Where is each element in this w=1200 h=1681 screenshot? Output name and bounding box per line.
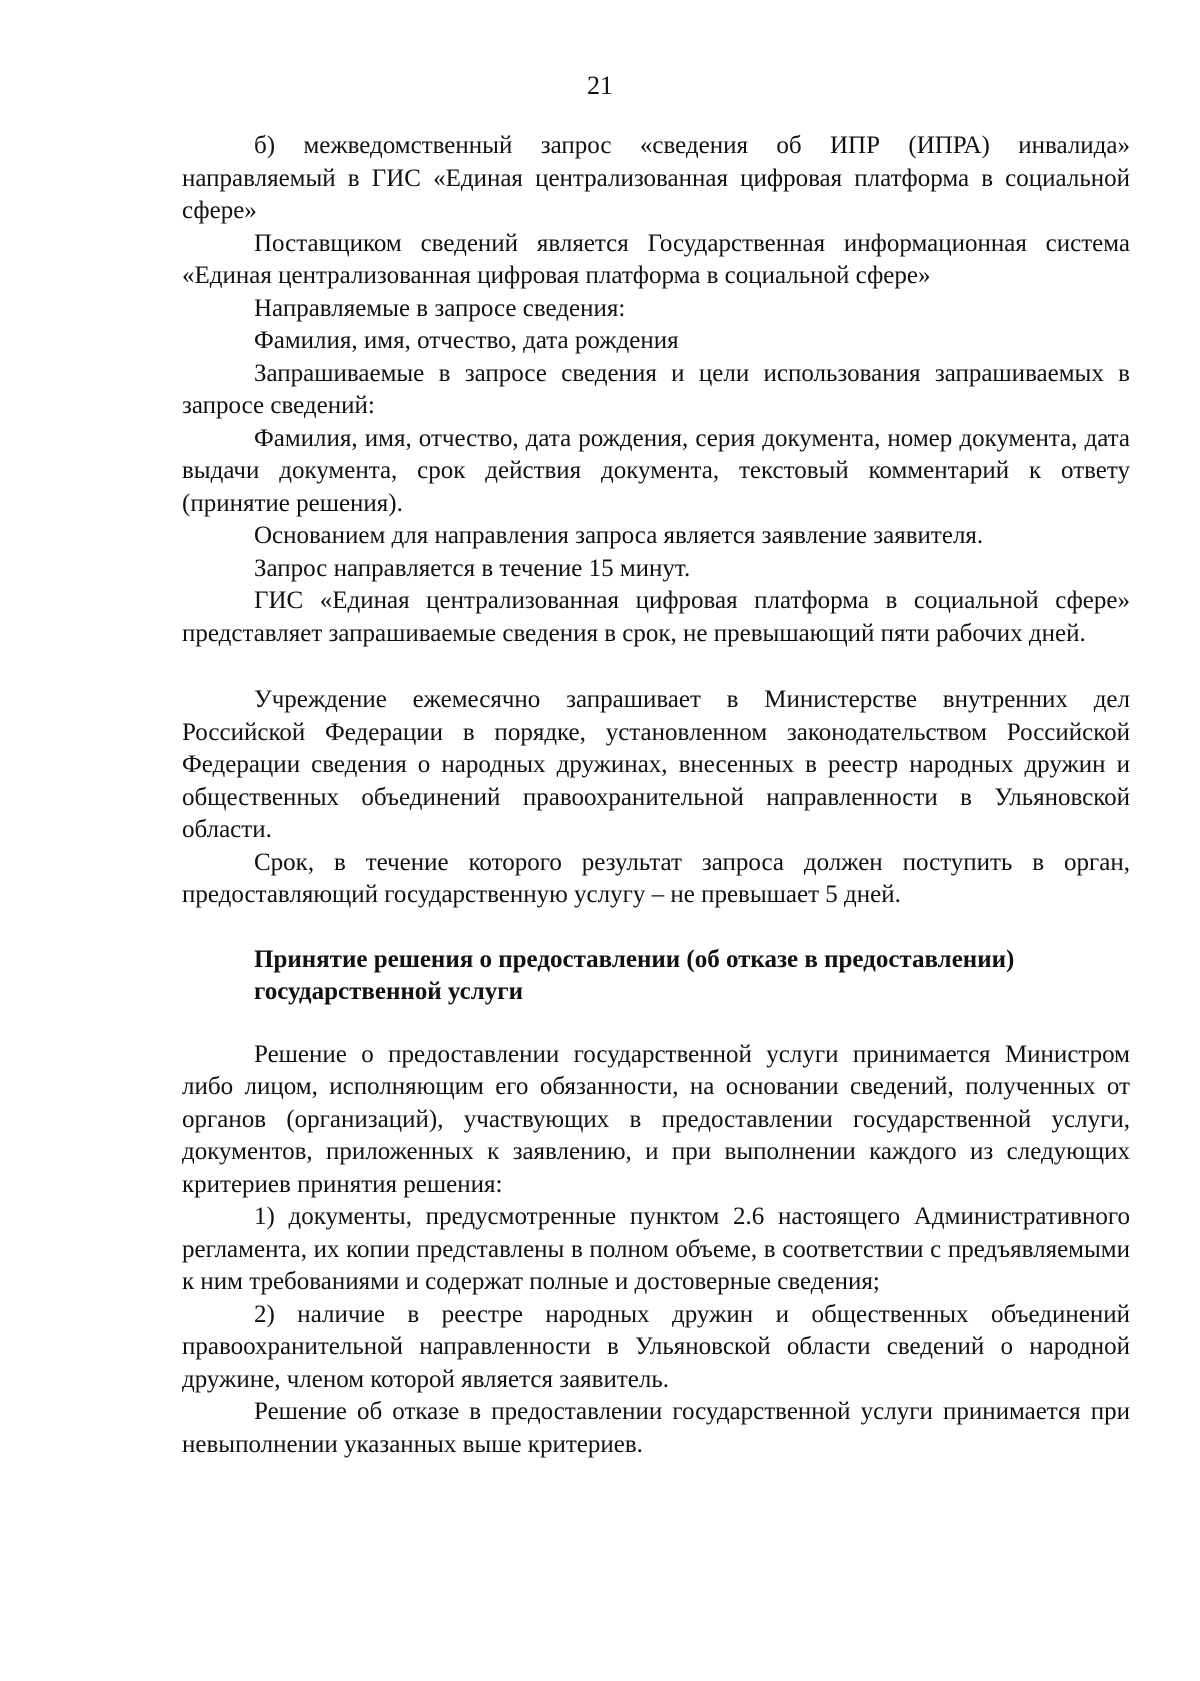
paragraph-response-time: ГИС «Единая централизованная цифровая платформа в социальной сфере» представляет запрашиваемые сведения в срок, не превышающий пяти рабочих дней. [182,587,1130,647]
paragraph-requested-data-label: Запрашиваемые в запросе сведения и цели использования запрашиваемых в запросе сведений: [182,359,1130,419]
paragraph-criterion-1: 1) документы, предусмотренные пунктом 2.6 настоящего Административного регламента, их копии представлены в полном объеме, в соответствии с предъявляемыми к ним требованиями и содержат полные и достоверные сведения; [182,1203,1130,1295]
paragraph-sent-data-label: Направляемые в запросе сведения: [254,294,626,322]
section-gap [182,912,1130,944]
paragraph-request-basis: Основанием для направления запроса является заявление заявителя. [254,522,984,549]
paragraph-refusal: Решение об отказе в предоставлении государственной услуги принимается при невыполнении указанных выше критериев. [182,1398,1130,1458]
paragraph-request-time: Запрос направляется в течение 15 минут. [254,554,691,582]
section-gap [182,650,1130,684]
document-body [182,130,1130,1461]
paragraph-sent-data-fields: Фамилия, имя, отчество, дата рождения [254,327,679,354]
paragraph-criterion-2: 2) наличие в реестре народных дружин и общественных объединений правоохранительной направленности в Ульяновской области сведений о народной дружине, членом которой является заявитель. [182,1300,1130,1393]
section-heading-line-1: Принятие решения о предоставлении (об отказе в предоставлении) [254,945,1015,973]
paragraph-decision-basis: Решение о предоставлении государственной услуги принимается Министром либо лицом, исполняющим его обязанности, на основании сведений, полученных от органов (организаций), участвующих в предоставлении государственной услуги, документов, приложенных к заявлению, и при выполнении каждого из следующих критериев принятия решения: [182,1040,1130,1198]
paragraph-monthly-request: Учреждение ежемесячно запрашивает в Министерстве внутренних дел Российской Федерации в порядке, установленном законодательством Российской Федерации сведения о народных дружинах, внесенных в реестр народных дружин и общественных объединений правоохранительной направленности в Ульяновской области. [182,686,1130,843]
paragraph-requested-data-fields: Фамилия, имя, отчество, дата рождения, серия документа, номер документа, дата выдачи документа, срок действия документа, текстовый комментарий к ответу (принятие решения). [182,424,1130,517]
section-heading-line-2: государственной услуги [254,978,524,1005]
paragraph-data-provider: Поставщиком сведений является Государственная информационная система «Единая централизованная цифровая платформа в социальной сфере» [182,229,1130,289]
paragraph-interagency-request: б) межведомственный запрос «сведения об ИПР (ИПРА) инвалида» направляемый в ГИС «Единая централизованная цифровая платформа в социальной сфере» [182,132,1130,224]
section-gap [182,1009,1130,1039]
paragraph-result-deadline: Срок, в течение которого результат запроса должен поступить в орган, предоставляющий государственную услугу – не превышает 5 дней. [182,848,1130,908]
page-number: 21 [587,71,613,100]
